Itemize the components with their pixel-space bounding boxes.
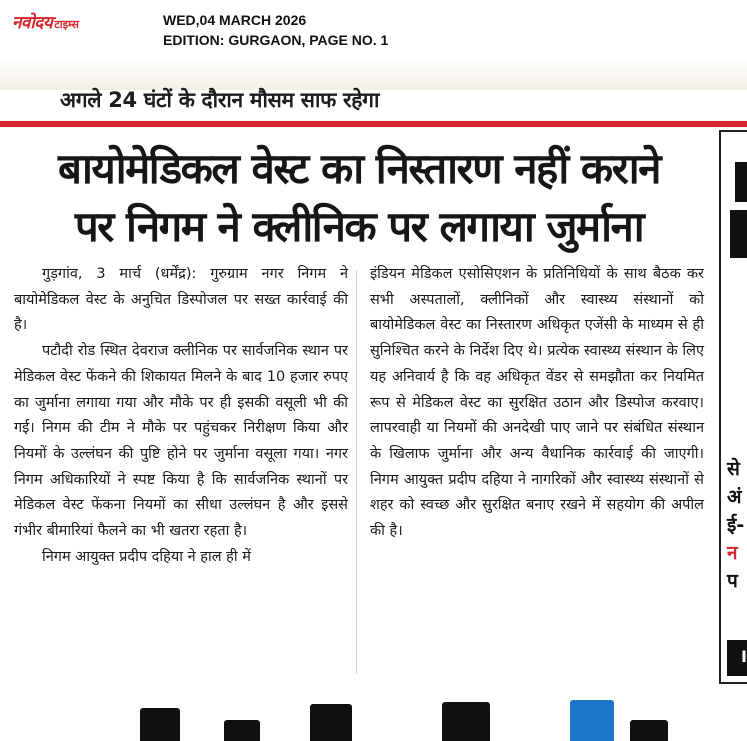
article-column-right <box>370 262 704 545</box>
publication-date: WED,04 MARCH 2026 <box>163 12 307 28</box>
masthead <box>0 0 747 58</box>
article-column-left <box>14 262 348 570</box>
adjacent-text-fragment: ई- <box>727 514 745 536</box>
cropped-letter-shape <box>630 720 668 741</box>
edition-page: EDITION: GURGAON, PAGE NO. 1 <box>163 32 389 48</box>
cropped-letter-shape <box>310 704 352 741</box>
edition-info <box>163 10 388 50</box>
cropped-letter-shape <box>442 702 490 741</box>
article-paragraph: गुड़गांव, 3 मार्च (धर्मेंद्र): गुरुग्राम नगर निगम ने बायोमेडिकल वेस्ट के अनुचित डिस्पोजल पर सख्त कार्रवाई की है। <box>14 266 348 334</box>
logo-main-text: नवोदय <box>12 13 53 33</box>
article-paragraph: निगम आयुक्त प्रदीप दहिया ने हाल ही में <box>42 548 251 565</box>
red-divider-rule <box>0 121 747 127</box>
adjacent-text-fragment: न <box>727 542 738 564</box>
column-divider <box>356 270 357 674</box>
adjacent-bar-text: I <box>741 647 747 666</box>
adjacent-text-fragment: से <box>727 458 740 480</box>
adjacent-text-fragment: अं <box>727 486 742 508</box>
headline-line-2: पर निगम ने क्लीनिक पर लगाया जुर्माना <box>74 202 644 251</box>
adjacent-text-fragment: प <box>727 570 738 592</box>
adjacent-headline-fragment <box>730 210 747 258</box>
cropped-letter-shape <box>224 720 260 741</box>
next-story-cropped-heading <box>0 690 747 741</box>
adjacent-dark-bar <box>727 640 747 676</box>
headline-line-1: बायोमेडिकल वेस्ट का निस्तारण नहीं कराने <box>58 144 660 193</box>
newspaper-logo <box>12 10 79 32</box>
article-paragraph: इंडियन मेडिकल एसोसिएशन के प्रतिनिधियों के साथ बैठक कर सभी अस्पतालों, क्लीनिकों और स्वास्थ्य संस्थानों को बायोमेडिकल वेस्ट का निस्तारण अधिकृत एजेंसी के माध्यम से ही सुनिश्चित करने के निर्देश दिए थे। प्रत्येक स्वास्थ्य संस्थान के लिए यह अनिवार्य है कि वह अधिकृत वेंडर से समझौता कर नियमित रूप से मेडिकल वेस्ट का सुरक्षित उठान और डिस्पोज करवाए। लापरवाही या नियमों की अनदेखी पाए जाने पर संबंधित संस्थान के खिलाफ जुर्माना और अन्य वैधानिक कार्रवाई की जाएगी। निगम आयुक्त प्रदीप दहिया ने नागरिकों और स्वास्थ्य संस्थानों से शहर को स्वच्छ और सुरक्षित बनाए रखने में सहयोग की अपील की है। <box>370 266 704 540</box>
adjacent-headline-fragment <box>735 162 747 202</box>
cropped-letter-shape <box>140 708 180 741</box>
cropped-letter-shape <box>570 700 614 741</box>
logo-sub-text: टाइम्स <box>54 18 79 31</box>
strap-headline: अगले 24 घंटों के दौरान मौसम साफ रहेगा <box>60 88 380 112</box>
article-headline <box>14 140 704 256</box>
article-paragraph: पटौदी रोड स्थित देवराज क्लीनिक पर सार्वजनिक स्थान पर मेडिकल वेस्ट फेंकने की शिकायत मिलने के बाद 10 हजार रुपए का जुर्माना लगाया गया और मौके पर ही इसकी वसूली भी की गई। निगम की टीम ने मौके पर पहुंचकर निरीक्षण किया और नियमों के उल्लंघन की पुष्टि होने पर जुर्माना वसूला गया। नगर निगम अधिकारियों ने स्पष्ट किया है कि सार्वजनिक स्थानों पर मेडिकल वेस्ट फेंकना नियमों का सीधा उल्लंघन है और इससे गंभीर बीमारियां फैलने का भी खतरा रहता है। <box>14 343 348 540</box>
